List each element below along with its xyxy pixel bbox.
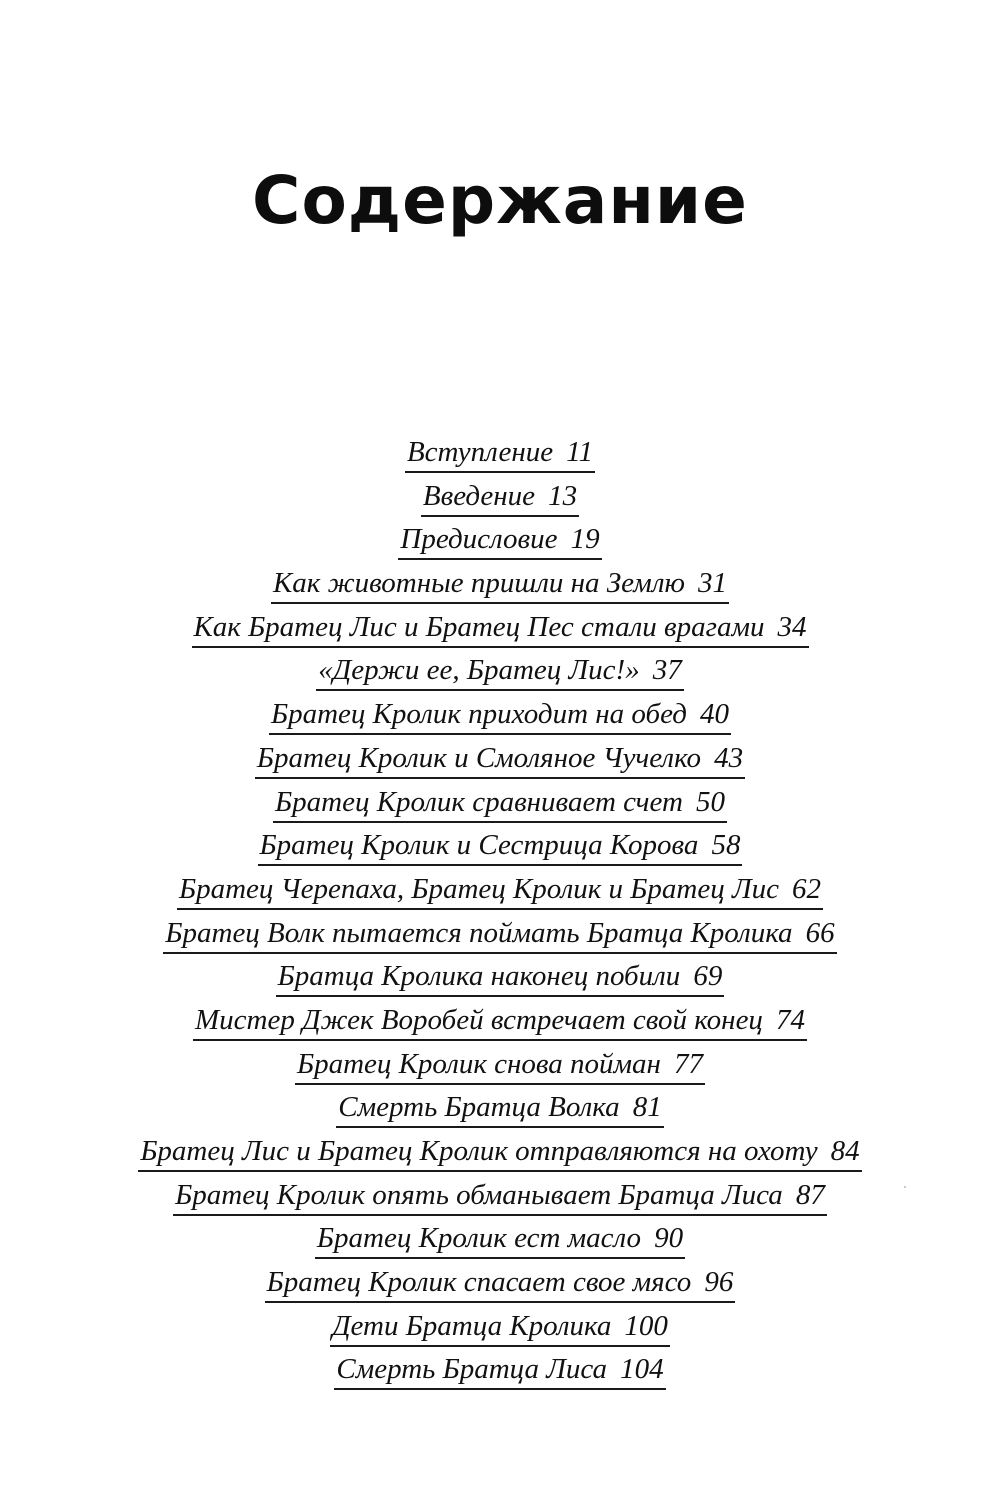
toc-item — [0, 609, 1000, 653]
toc-item — [0, 1220, 1000, 1264]
toc-entry-link[interactable] — [336, 1089, 663, 1128]
paper-speck — [904, 1186, 906, 1188]
toc-entry-link[interactable] — [138, 1133, 861, 1172]
toc-entry-page-number: 104 — [620, 1353, 664, 1386]
toc-item — [0, 478, 1000, 522]
toc-entry-title: Братец Кролик и Смоляное Чучелко — [256, 741, 702, 774]
toc-entry-page-number: 62 — [792, 872, 822, 905]
toc-entry-link[interactable] — [255, 740, 745, 779]
toc-entry-link[interactable] — [405, 434, 595, 473]
toc-item — [0, 958, 1000, 1002]
toc-entry-page-number: 69 — [693, 960, 723, 993]
toc-item — [0, 871, 1000, 915]
toc-entry-page-number: 100 — [624, 1309, 668, 1342]
toc-item — [0, 915, 1000, 959]
toc-item — [0, 740, 1000, 784]
toc-entry-page-number: 66 — [805, 916, 835, 949]
toc-entry-link[interactable] — [295, 1046, 705, 1085]
toc-entry-title: Как животные пришли на Землю — [273, 567, 685, 600]
toc-item — [0, 434, 1000, 478]
toc-item — [0, 827, 1000, 871]
toc-entry-link[interactable] — [192, 609, 809, 648]
toc-item — [0, 565, 1000, 609]
toc-entry-page-number: 19 — [570, 523, 600, 556]
toc-entry-title: Братец Кролик и Сестрица Корова — [259, 829, 699, 862]
toc-entry-title: Как Братец Лис и Братец Пес стали врагами — [193, 610, 765, 643]
toc-entry-link[interactable] — [258, 827, 743, 866]
toc-item — [0, 1351, 1000, 1395]
toc-entry-page-number: 37 — [652, 654, 682, 687]
toc-entry-title: Братец Кролик сравнивает счет — [275, 785, 683, 818]
toc-entry-page-number: 87 — [795, 1178, 825, 1211]
toc-entry-title: Братец Кролик спасает свое мясо — [266, 1266, 692, 1299]
toc-entry-title: Смерть Братца Волка — [338, 1091, 620, 1124]
toc-entry-link[interactable] — [398, 521, 601, 560]
toc-entry-link[interactable] — [271, 565, 729, 604]
toc-entry-title: Братец Кролик ест масло — [316, 1222, 642, 1255]
toc-entry-link[interactable] — [177, 871, 823, 910]
toc-entry-page-number: 34 — [777, 610, 807, 643]
toc-entry-title: Мистер Джек Воробей встречает свой конец — [195, 1003, 763, 1036]
table-of-contents — [0, 434, 1000, 1395]
toc-entry-page-number: 81 — [632, 1091, 662, 1124]
toc-item — [0, 1002, 1000, 1046]
toc-entry-link[interactable] — [316, 652, 683, 691]
toc-entry-page-number: 43 — [714, 741, 744, 774]
toc-entry-link[interactable] — [421, 478, 579, 517]
toc-entry-page-number: 40 — [700, 698, 729, 731]
toc-entry-title: «Держи ее, Братец Лис!» — [318, 654, 640, 687]
toc-item — [0, 1089, 1000, 1133]
toc-entry-link[interactable] — [269, 696, 731, 735]
toc-entry-page-number: 77 — [674, 1047, 703, 1080]
toc-item — [0, 1308, 1000, 1352]
toc-entry-title: Братец Лис и Братец Кролик отправляются на охоту — [140, 1135, 818, 1167]
toc-entry-page-number: 84 — [830, 1135, 860, 1167]
toc-item — [0, 784, 1000, 828]
toc-entry-title: Вступление — [406, 436, 554, 468]
toc-entry-link[interactable] — [163, 915, 836, 954]
toc-entry-title: Смерть Братца Лиса — [336, 1353, 608, 1386]
toc-entry-title: Братец Кролик приходит на обед — [270, 698, 687, 731]
toc-entry-page-number: 90 — [654, 1222, 684, 1255]
toc-entry-link[interactable] — [173, 1177, 827, 1216]
toc-item — [0, 521, 1000, 565]
toc-entry-link[interactable] — [276, 958, 725, 997]
toc-entry-page-number: 13 — [548, 479, 578, 512]
toc-item — [0, 696, 1000, 740]
toc-entry-title: Дети Братца Кролика — [332, 1309, 612, 1342]
toc-entry-title: Предисловие — [400, 523, 558, 556]
toc-entry-link[interactable] — [265, 1264, 736, 1303]
toc-entry-page-number: 11 — [566, 436, 594, 468]
toc-entry-page-number: 96 — [704, 1266, 734, 1299]
toc-entry-link[interactable] — [273, 784, 727, 823]
toc-entry-link[interactable] — [330, 1308, 670, 1347]
toc-entry-title: Введение — [422, 479, 536, 512]
toc-entry-page-number: 74 — [775, 1003, 805, 1036]
toc-item — [0, 1133, 1000, 1177]
toc-entry-title: Братец Волк пытается поймать Братца Кролика — [165, 916, 793, 949]
toc-entry-title: Братца Кролика наконец побили — [277, 960, 681, 993]
toc-item — [0, 1046, 1000, 1090]
toc-entry-page-number: 58 — [711, 829, 741, 862]
toc-entry-link[interactable] — [193, 1002, 807, 1041]
toc-item — [0, 1264, 1000, 1308]
page-title: Содержание — [252, 162, 748, 240]
toc-entry-link[interactable] — [315, 1220, 685, 1259]
toc-entry-title: Братец Кролик опять обманывает Братца Лиса — [175, 1178, 783, 1211]
toc-entry-title: Братец Черепаха, Братец Кролик и Братец Лис — [178, 872, 779, 905]
toc-item — [0, 652, 1000, 696]
toc-entry-page-number: 50 — [695, 785, 725, 818]
toc-item — [0, 1177, 1000, 1221]
toc-entry-link[interactable] — [334, 1351, 665, 1390]
toc-entry-title: Братец Кролик снова пойман — [296, 1047, 661, 1080]
toc-entry-page-number: 31 — [697, 567, 727, 600]
